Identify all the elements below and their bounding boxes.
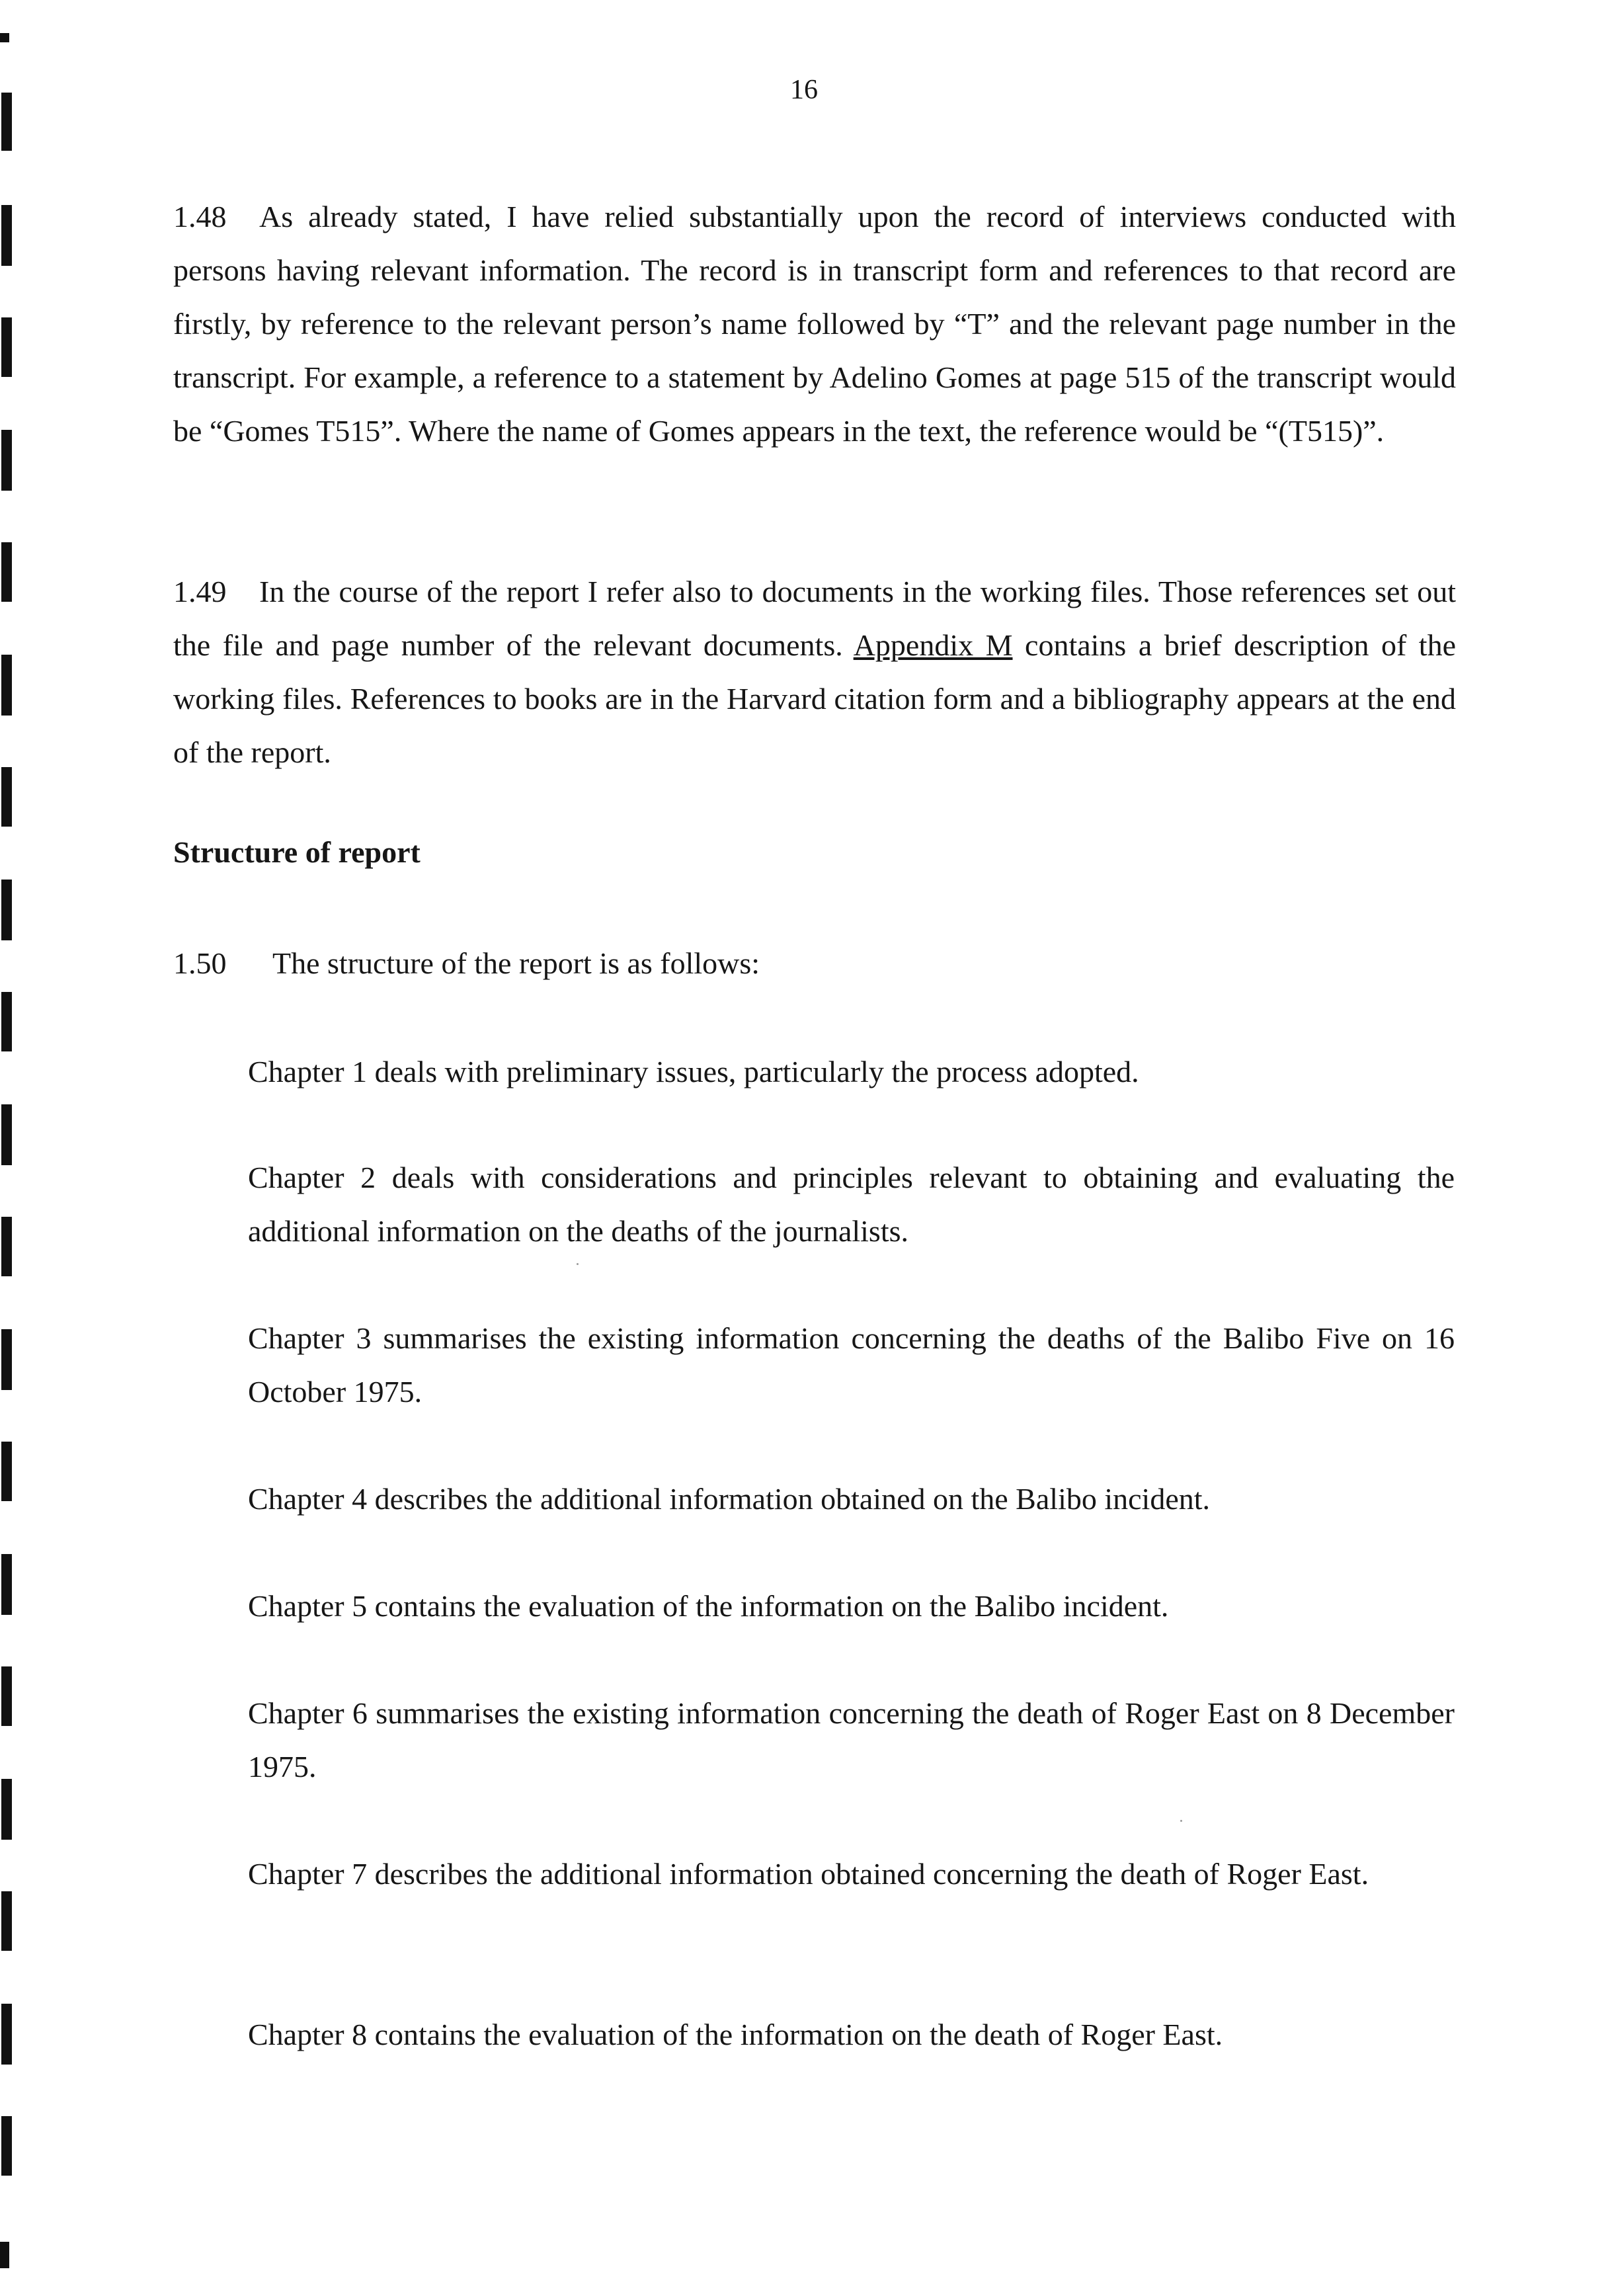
paragraph-number: 1.48 [173,200,227,233]
appendix-m-link[interactable]: Appendix M [853,628,1013,662]
binding-mark [1,317,12,377]
binding-mark [1,205,12,266]
scan-speck [1180,1820,1182,1822]
paragraph-text: contains a brief description of the working files. References to books are in the Harvard citation form and a bibliography appears at the end of the report. [173,628,1456,769]
chapter-item: Chapter 3 summarises the existing information concerning the deaths of the Balibo Five on 16 October 1975. [248,1321,1455,1409]
paragraph-number: 1.49 [173,575,227,608]
binding-mark [1,767,12,827]
binding-mark [1,2116,12,2176]
paragraph-1-49 [173,565,1456,779]
binding-mark [1,1666,12,1726]
chapter-item: Chapter 7 describes the additional information obtained concerning the death of Roger East. [248,1857,1369,1891]
binding-mark [1,992,12,1051]
binding-mark [1,1104,12,1165]
paragraph-text: The structure of the report is as follows: [272,946,760,980]
scan-speck [577,1263,579,1265]
chapter-item: Chapter 6 summarises the existing information concerning the death of Roger East on 8 December 1975. [248,1696,1455,1784]
binding-mark [1,1329,12,1390]
paragraph-text: As already stated, I have relied substantially upon the record of interviews conducted with persons having relevant information. The record is in transcript form and references to that record are firstly, by reference to the relevant person’s name followed by “T” and the relevant page number in the transcript. For example, a reference to a statement by Adelino Gomes at page 515 of the transcript would be “Gomes T515”. Where the name of Gomes appears in the text, the reference would be “(T515)”. [173,200,1456,448]
chapter-item: Chapter 8 contains the evaluation of the information on the death of Roger East. [248,2018,1223,2051]
paragraph-1-48 [173,190,1456,458]
chapter-item: Chapter 2 deals with considerations and principles relevant to obtaining and evaluating the additional information on the deaths of the journalists. [248,1161,1455,1248]
binding-marks [0,0,20,2296]
binding-mark [1,1779,12,1840]
paragraph-1-50 [173,946,760,981]
binding-mark [0,33,9,42]
page-number: 16 [790,75,818,105]
chapter-item: Chapter 1 deals with preliminary issues, particularly the process adopted. [248,1055,1139,1088]
binding-mark [1,2004,12,2065]
binding-mark [1,430,12,491]
binding-mark [1,1891,12,1951]
binding-mark [1,1442,12,1501]
paragraph-number: 1.50 [173,946,227,980]
chapter-item: Chapter 4 describes the additional information obtained on the Balibo incident. [248,1482,1211,1516]
binding-mark [1,1554,12,1615]
binding-mark [1,1217,12,1276]
paragraph-text: In the course of the report I refer also to documents in the working files. Those references set out the file and page number of the relevant documents. [173,575,1456,662]
binding-mark [0,2242,9,2268]
binding-mark [1,655,12,716]
binding-mark [1,542,12,602]
section-heading: Structure of report [173,835,421,869]
binding-mark [1,880,12,940]
chapter-item: Chapter 5 contains the evaluation of the information on the Balibo incident. [248,1589,1169,1623]
